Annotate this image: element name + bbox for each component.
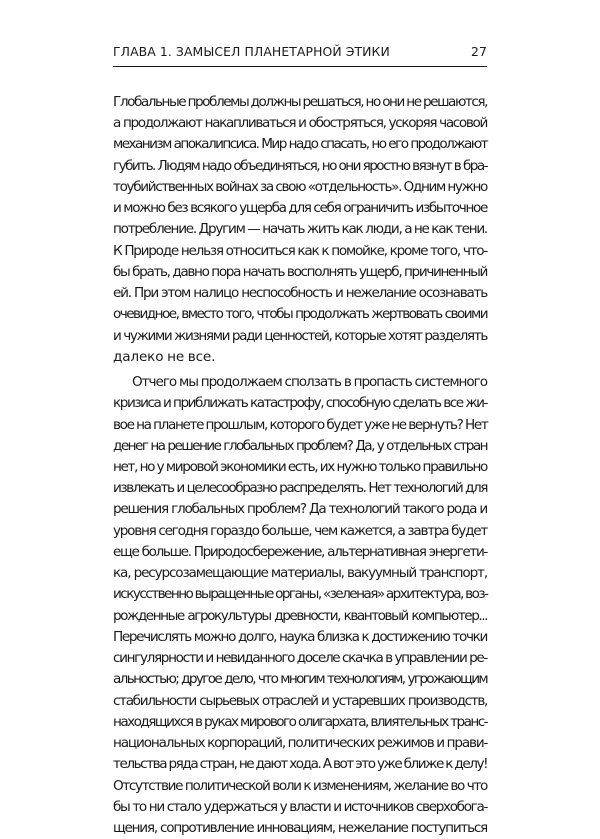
text-line: щения, сопротивление инновациям, нежелание поступиться [113,819,487,836]
running-header [113,44,487,66]
text-line: и чужими жизнями ради ценностей, которые хотят разделять [113,327,487,344]
text-line: Глобальные проблемы должны решаться, но они не решаются, [113,94,488,110]
text-line: далеко не все. [113,348,216,365]
text-line: ка, ресурсозамещающие материалы, вакуумный транспорт, [113,565,487,582]
header-rule [113,66,487,67]
text-line: Отчего мы продолжаем сползать в пропасть системного [132,374,487,391]
chapter-title: ГЛАВА 1. ЗАМЫСЕЛ ПЛАНЕТАРНОЙ ЭТИКИ [113,44,390,59]
text-line: бы брать, давно пора начать восполнять ущерб, причиненный [113,263,487,280]
text-line: и можно без всякого ущерба для себя ограничить избыточное [113,200,487,217]
text-line: стабильности сырьевых отраслей и устаревших производств, [113,692,487,709]
text-line: бы то ни стало удержаться у власти и источников сверхобога- [113,798,487,815]
text-line: еще больше. Природосбережение, альтернативная энергети- [113,543,487,560]
text-line: извлекать и целесообразно распределять. Нет технологий для [113,480,487,497]
text-line: ей. При этом налицо неспособность и нежелание осознавать [113,285,487,302]
text-line: кризиса и приближать катастрофу, способную сделать все жи- [113,395,487,412]
text-line: Отсутствие политической воли к изменениям, желание во что [113,777,487,794]
text-line: тоубийственных войнах за свою «отдельность». Одним нужно [113,178,487,195]
page-number: 27 [471,44,487,59]
text-line: рожденные агрокультуры древности, квантовый компьютер... [113,607,487,624]
paragraph-1 [113,92,487,368]
text-line: К Природе нельзя относиться как к помойке, кроме того, что- [113,242,487,259]
text-line: вое на планете прошлым, которого будет уже не вернуть? Нет [113,416,488,433]
text-line: денег на решение глобальных проблем? Да, у отдельных стран [113,437,487,454]
text-line: потребление. Другим — начать жить как люди, а не как тени. [113,221,487,238]
text-line: решения глобальных проблем? Да технологий такого рода и [113,501,487,518]
text-line: Перечислять можно долго, наука близка к достижению точки [113,628,487,645]
text-line: нет, но у мировой экономики есть, их нужно только правильно [113,458,487,475]
text-line: уровня сегодня гораздо больше, чем кажется, а завтра будет [113,522,487,539]
text-line: механизм апокалипсиса. Мир надо спасать, но его продолжают [113,136,487,153]
text-line: а продолжают накапливаться и обостряться, ускоряя часовой [113,115,487,132]
text-line: очевидное, вместо того, чтобы продолжать жертвовать своими [113,306,487,323]
text-line: национальных корпораций, политических режимов и прави- [113,735,488,752]
text-line: альностью; другое дело, что многим технологиям, угрожающим [113,671,487,688]
paragraph-2 [113,372,487,839]
text-line: губить. Людям надо объединяться, но они яростно вязнут в бра- [113,157,487,174]
text-line: тельства ряда стран, не дают хода. А вот это уже ближе к делу! [113,756,488,773]
text-line: сингулярности и невиданного доселе скачка в управлении ре- [113,650,487,667]
body-text [113,92,487,839]
text-line: искусственно выращенные органы, «зеленая» архитектура, воз- [113,586,488,603]
text-line: находящихся в руках мирового олигархата, влиятельных транс- [113,713,487,730]
